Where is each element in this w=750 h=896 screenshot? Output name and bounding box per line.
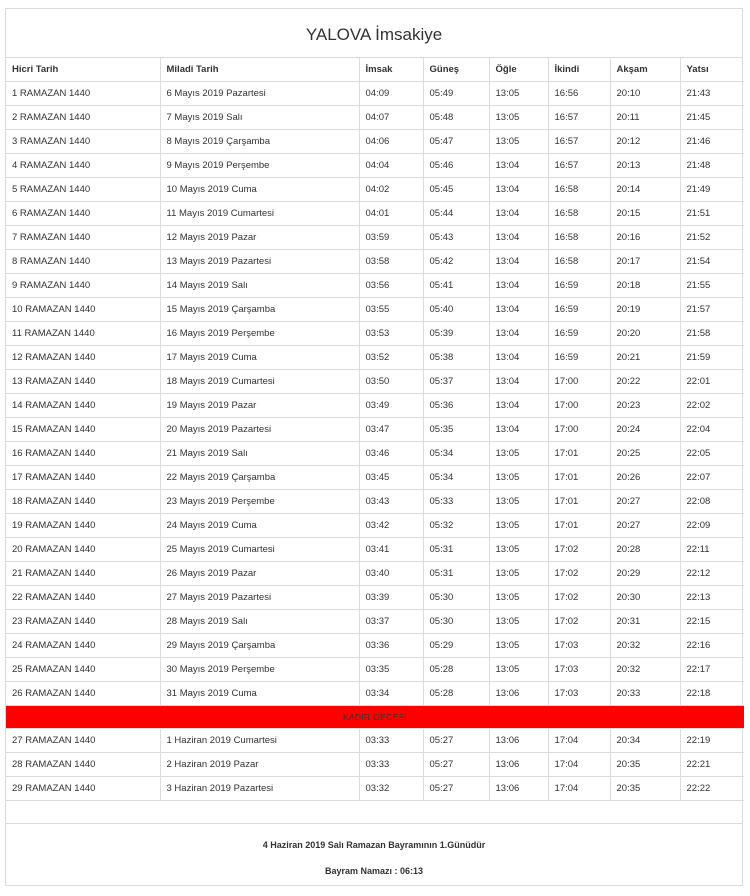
ikindi-time-cell: 17:01 — [548, 442, 610, 466]
table-row — [6, 418, 744, 442]
table-row — [6, 682, 744, 706]
table-row — [6, 610, 744, 634]
miladi-date-cell: 7 Mayıs 2019 Salı — [160, 106, 359, 130]
yatsi-time-cell: 22:02 — [680, 394, 744, 418]
aksam-time-cell: 20:20 — [610, 322, 680, 346]
aksam-time-cell: 20:21 — [610, 346, 680, 370]
table-row — [6, 394, 744, 418]
hicri-date-cell: 27 RAMAZAN 1440 — [6, 729, 160, 753]
yatsi-time-cell: 21:51 — [680, 202, 744, 226]
table-row — [6, 274, 744, 298]
yatsi-time-cell: 21:52 — [680, 226, 744, 250]
miladi-date-cell: 2 Haziran 2019 Pazar — [160, 753, 359, 777]
aksam-time-cell: 20:12 — [610, 130, 680, 154]
hicri-date-cell: 1 RAMAZAN 1440 — [6, 82, 160, 106]
miladi-date-cell: 13 Mayıs 2019 Pazartesi — [160, 250, 359, 274]
imsak-time-cell: 04:02 — [359, 178, 423, 202]
gunes-time-cell: 05:41 — [423, 274, 489, 298]
aksam-time-cell: 20:13 — [610, 154, 680, 178]
column-header-imsak-time: İmsak — [359, 58, 423, 82]
table-row — [6, 753, 744, 777]
table-row — [6, 346, 744, 370]
yatsi-time-cell: 22:16 — [680, 634, 744, 658]
table-row — [6, 370, 744, 394]
column-header-hicri-date: Hicri Tarih — [6, 58, 160, 82]
miladi-date-cell: 24 Mayıs 2019 Cuma — [160, 514, 359, 538]
ikindi-time-cell: 17:01 — [548, 490, 610, 514]
miladi-date-cell: 25 Mayıs 2019 Cumartesi — [160, 538, 359, 562]
gunes-time-cell: 05:31 — [423, 538, 489, 562]
table-row — [6, 466, 744, 490]
imsak-time-cell: 03:50 — [359, 370, 423, 394]
miladi-date-cell: 26 Mayıs 2019 Pazar — [160, 562, 359, 586]
miladi-date-cell: 18 Mayıs 2019 Cumartesi — [160, 370, 359, 394]
ogle-time-cell: 13:04 — [489, 298, 548, 322]
gunes-time-cell: 05:49 — [423, 82, 489, 106]
hicri-date-cell: 28 RAMAZAN 1440 — [6, 753, 160, 777]
hicri-date-cell: 6 RAMAZAN 1440 — [6, 202, 160, 226]
imsak-time-cell: 03:52 — [359, 346, 423, 370]
miladi-date-cell: 17 Mayıs 2019 Cuma — [160, 346, 359, 370]
ikindi-time-cell: 17:01 — [548, 514, 610, 538]
kadir-gecesi-row — [6, 706, 744, 729]
ogle-time-cell: 13:04 — [489, 226, 548, 250]
hicri-date-cell: 29 RAMAZAN 1440 — [6, 777, 160, 801]
ogle-time-cell: 13:05 — [489, 514, 548, 538]
aksam-time-cell: 20:23 — [610, 394, 680, 418]
imsak-time-cell: 03:36 — [359, 634, 423, 658]
ikindi-time-cell: 16:59 — [548, 298, 610, 322]
hicri-date-cell: 15 RAMAZAN 1440 — [6, 418, 160, 442]
aksam-time-cell: 20:29 — [610, 562, 680, 586]
yatsi-time-cell: 22:07 — [680, 466, 744, 490]
gunes-time-cell: 05:38 — [423, 346, 489, 370]
miladi-date-cell: 9 Mayıs 2019 Perşembe — [160, 154, 359, 178]
column-header-ogle-time: Öğle — [489, 58, 548, 82]
hicri-date-cell: 16 RAMAZAN 1440 — [6, 442, 160, 466]
table-row — [6, 178, 744, 202]
ikindi-time-cell: 17:04 — [548, 753, 610, 777]
imsak-time-cell: 04:09 — [359, 82, 423, 106]
imsak-time-cell: 03:32 — [359, 777, 423, 801]
aksam-time-cell: 20:27 — [610, 490, 680, 514]
imsak-time-cell: 03:42 — [359, 514, 423, 538]
ikindi-time-cell: 16:59 — [548, 274, 610, 298]
ogle-time-cell: 13:05 — [489, 610, 548, 634]
aksam-time-cell: 20:32 — [610, 658, 680, 682]
aksam-time-cell: 20:15 — [610, 202, 680, 226]
miladi-date-cell: 12 Mayıs 2019 Pazar — [160, 226, 359, 250]
ogle-time-cell: 13:06 — [489, 729, 548, 753]
imsak-time-cell: 03:59 — [359, 226, 423, 250]
gunes-time-cell: 05:27 — [423, 729, 489, 753]
aksam-time-cell: 20:35 — [610, 753, 680, 777]
aksam-time-cell: 20:11 — [610, 106, 680, 130]
yatsi-time-cell: 21:48 — [680, 154, 744, 178]
aksam-time-cell: 20:31 — [610, 610, 680, 634]
ogle-time-cell: 13:06 — [489, 753, 548, 777]
miladi-date-cell: 8 Mayıs 2019 Çarşamba — [160, 130, 359, 154]
ikindi-time-cell: 17:00 — [548, 394, 610, 418]
column-header-miladi-date: Miladi Tarih — [160, 58, 359, 82]
yatsi-time-cell: 22:12 — [680, 562, 744, 586]
miladi-date-cell: 23 Mayıs 2019 Perşembe — [160, 490, 359, 514]
ikindi-time-cell: 17:00 — [548, 370, 610, 394]
hicri-date-cell: 7 RAMAZAN 1440 — [6, 226, 160, 250]
ikindi-time-cell: 16:59 — [548, 346, 610, 370]
bayram-namazi-time: Bayram Namazı : 06:13 — [324, 866, 424, 876]
column-header-gunes-time: Güneş — [423, 58, 489, 82]
yatsi-time-cell: 21:43 — [680, 82, 744, 106]
gunes-time-cell: 05:27 — [423, 777, 489, 801]
ogle-time-cell: 13:04 — [489, 250, 548, 274]
miladi-date-cell: 16 Mayıs 2019 Perşembe — [160, 322, 359, 346]
ikindi-time-cell: 17:03 — [548, 658, 610, 682]
table-row — [6, 226, 744, 250]
aksam-time-cell: 20:25 — [610, 442, 680, 466]
gunes-time-cell: 05:43 — [423, 226, 489, 250]
gunes-time-cell: 05:45 — [423, 178, 489, 202]
aksam-time-cell: 20:32 — [610, 634, 680, 658]
imsak-time-cell: 03:33 — [359, 753, 423, 777]
imsak-time-cell: 03:45 — [359, 466, 423, 490]
table-row — [6, 538, 744, 562]
column-header-ikindi-time: İkindi — [548, 58, 610, 82]
ogle-time-cell: 13:04 — [489, 274, 548, 298]
ogle-time-cell: 13:05 — [489, 130, 548, 154]
hicri-date-cell: 23 RAMAZAN 1440 — [6, 610, 160, 634]
hicri-date-cell: 19 RAMAZAN 1440 — [6, 514, 160, 538]
imsak-time-cell: 04:07 — [359, 106, 423, 130]
column-header-yatsi-time: Yatsı — [680, 58, 744, 82]
yatsi-time-cell: 21:49 — [680, 178, 744, 202]
gunes-time-cell: 05:42 — [423, 250, 489, 274]
gunes-time-cell: 05:31 — [423, 562, 489, 586]
imsak-time-cell: 03:53 — [359, 322, 423, 346]
table-row — [6, 586, 744, 610]
gunes-time-cell: 05:28 — [423, 658, 489, 682]
imsak-time-cell: 03:35 — [359, 658, 423, 682]
miladi-date-cell: 27 Mayıs 2019 Pazartesi — [160, 586, 359, 610]
ogle-time-cell: 13:05 — [489, 538, 548, 562]
imsak-time-cell: 03:55 — [359, 298, 423, 322]
yatsi-time-cell: 22:22 — [680, 777, 744, 801]
imsak-time-cell: 03:47 — [359, 418, 423, 442]
ogle-time-cell: 13:04 — [489, 154, 548, 178]
gunes-time-cell: 05:30 — [423, 586, 489, 610]
gunes-time-cell: 05:27 — [423, 753, 489, 777]
gunes-time-cell: 05:34 — [423, 466, 489, 490]
ogle-time-cell: 13:06 — [489, 682, 548, 706]
yatsi-time-cell: 21:45 — [680, 106, 744, 130]
imsak-time-cell: 03:40 — [359, 562, 423, 586]
table-row — [6, 729, 744, 753]
miladi-date-cell: 15 Mayıs 2019 Çarşamba — [160, 298, 359, 322]
hicri-date-cell: 13 RAMAZAN 1440 — [6, 370, 160, 394]
ogle-time-cell: 13:05 — [489, 466, 548, 490]
hicri-date-cell: 22 RAMAZAN 1440 — [6, 586, 160, 610]
imsak-time-cell: 03:34 — [359, 682, 423, 706]
table-body — [6, 82, 744, 801]
ikindi-time-cell: 17:04 — [548, 729, 610, 753]
ikindi-time-cell: 17:02 — [548, 562, 610, 586]
imsak-time-cell: 03:33 — [359, 729, 423, 753]
imsak-time-cell: 04:06 — [359, 130, 423, 154]
miladi-date-cell: 31 Mayıs 2019 Cuma — [160, 682, 359, 706]
miladi-date-cell: 21 Mayıs 2019 Salı — [160, 442, 359, 466]
table-row — [6, 130, 744, 154]
yatsi-time-cell: 21:55 — [680, 274, 744, 298]
yatsi-time-cell: 22:17 — [680, 658, 744, 682]
hicri-date-cell: 5 RAMAZAN 1440 — [6, 178, 160, 202]
imsak-time-cell: 04:01 — [359, 202, 423, 226]
imsak-time-cell: 03:37 — [359, 610, 423, 634]
ogle-time-cell: 13:05 — [489, 634, 548, 658]
ogle-time-cell: 13:04 — [489, 418, 548, 442]
yatsi-time-cell: 22:01 — [680, 370, 744, 394]
bayram-note: 4 Haziran 2019 Salı Ramazan Bayramının 1.Günüdür — [262, 840, 486, 850]
gunes-time-cell: 05:37 — [423, 370, 489, 394]
gunes-time-cell: 05:35 — [423, 418, 489, 442]
hicri-date-cell: 12 RAMAZAN 1440 — [6, 346, 160, 370]
hicri-date-cell: 25 RAMAZAN 1440 — [6, 658, 160, 682]
miladi-date-cell: 11 Mayıs 2019 Cumartesi — [160, 202, 359, 226]
table-header-row — [6, 58, 744, 82]
yatsi-time-cell: 22:18 — [680, 682, 744, 706]
table-row — [6, 562, 744, 586]
miladi-date-cell: 22 Mayıs 2019 Çarşamba — [160, 466, 359, 490]
ogle-time-cell: 13:04 — [489, 346, 548, 370]
ikindi-time-cell: 16:58 — [548, 178, 610, 202]
table-row — [6, 202, 744, 226]
ikindi-time-cell: 17:02 — [548, 538, 610, 562]
gunes-time-cell: 05:39 — [423, 322, 489, 346]
imsak-time-cell: 03:41 — [359, 538, 423, 562]
aksam-time-cell: 20:22 — [610, 370, 680, 394]
aksam-time-cell: 20:14 — [610, 178, 680, 202]
gunes-time-cell: 05:48 — [423, 106, 489, 130]
aksam-time-cell: 20:16 — [610, 226, 680, 250]
miladi-date-cell: 3 Haziran 2019 Pazartesi — [160, 777, 359, 801]
miladi-date-cell: 14 Mayıs 2019 Salı — [160, 274, 359, 298]
hicri-date-cell: 11 RAMAZAN 1440 — [6, 322, 160, 346]
ikindi-time-cell: 17:03 — [548, 682, 610, 706]
ogle-time-cell: 13:05 — [489, 562, 548, 586]
ikindi-time-cell: 17:02 — [548, 586, 610, 610]
table-row — [6, 250, 744, 274]
imsakiye-panel — [5, 8, 743, 886]
ikindi-time-cell: 16:58 — [548, 250, 610, 274]
gunes-time-cell: 05:28 — [423, 682, 489, 706]
ogle-time-cell: 13:06 — [489, 777, 548, 801]
miladi-date-cell: 29 Mayıs 2019 Çarşamba — [160, 634, 359, 658]
ikindi-time-cell: 17:02 — [548, 610, 610, 634]
imsak-time-cell: 03:39 — [359, 586, 423, 610]
spacer-row — [6, 801, 742, 824]
imsak-time-cell: 03:58 — [359, 250, 423, 274]
gunes-time-cell: 05:32 — [423, 514, 489, 538]
miladi-date-cell: 10 Mayıs 2019 Cuma — [160, 178, 359, 202]
table-row — [6, 154, 744, 178]
aksam-time-cell: 20:24 — [610, 418, 680, 442]
table-row — [6, 634, 744, 658]
aksam-time-cell: 20:30 — [610, 586, 680, 610]
aksam-time-cell: 20:19 — [610, 298, 680, 322]
imsak-time-cell: 03:56 — [359, 274, 423, 298]
yatsi-time-cell: 21:54 — [680, 250, 744, 274]
yatsi-time-cell: 22:13 — [680, 586, 744, 610]
table-row — [6, 298, 744, 322]
hicri-date-cell: 18 RAMAZAN 1440 — [6, 490, 160, 514]
ikindi-time-cell: 16:57 — [548, 106, 610, 130]
aksam-time-cell: 20:33 — [610, 682, 680, 706]
miladi-date-cell: 30 Mayıs 2019 Perşembe — [160, 658, 359, 682]
hicri-date-cell: 10 RAMAZAN 1440 — [6, 298, 160, 322]
yatsi-time-cell: 22:08 — [680, 490, 744, 514]
gunes-time-cell: 05:40 — [423, 298, 489, 322]
yatsi-time-cell: 21:46 — [680, 130, 744, 154]
aksam-time-cell: 20:17 — [610, 250, 680, 274]
table-row — [6, 322, 744, 346]
miladi-date-cell: 6 Mayıs 2019 Pazartesi — [160, 82, 359, 106]
gunes-time-cell: 05:29 — [423, 634, 489, 658]
ikindi-time-cell: 16:58 — [548, 202, 610, 226]
column-header-aksam-time: Akşam — [610, 58, 680, 82]
hicri-date-cell: 20 RAMAZAN 1440 — [6, 538, 160, 562]
hicri-date-cell: 3 RAMAZAN 1440 — [6, 130, 160, 154]
imsak-time-cell: 03:49 — [359, 394, 423, 418]
table-row — [6, 777, 744, 801]
ogle-time-cell: 13:05 — [489, 586, 548, 610]
hicri-date-cell: 21 RAMAZAN 1440 — [6, 562, 160, 586]
yatsi-time-cell: 22:19 — [680, 729, 744, 753]
gunes-time-cell: 05:30 — [423, 610, 489, 634]
yatsi-time-cell: 21:58 — [680, 322, 744, 346]
imsak-time-cell: 03:46 — [359, 442, 423, 466]
imsak-time-cell: 04:04 — [359, 154, 423, 178]
aksam-time-cell: 20:27 — [610, 514, 680, 538]
ikindi-time-cell: 16:57 — [548, 154, 610, 178]
table-row — [6, 442, 744, 466]
miladi-date-cell: 20 Mayıs 2019 Pazartesi — [160, 418, 359, 442]
table-row — [6, 490, 744, 514]
ogle-time-cell: 13:05 — [489, 442, 548, 466]
imsak-time-cell: 03:43 — [359, 490, 423, 514]
aksam-time-cell: 20:10 — [610, 82, 680, 106]
aksam-time-cell: 20:18 — [610, 274, 680, 298]
aksam-time-cell: 20:34 — [610, 729, 680, 753]
yatsi-time-cell: 21:59 — [680, 346, 744, 370]
ogle-time-cell: 13:04 — [489, 322, 548, 346]
imsakiye-table — [6, 58, 744, 801]
hicri-date-cell: 26 RAMAZAN 1440 — [6, 682, 160, 706]
table-row — [6, 82, 744, 106]
aksam-time-cell: 20:26 — [610, 466, 680, 490]
ikindi-time-cell: 17:03 — [548, 634, 610, 658]
miladi-date-cell: 28 Mayıs 2019 Salı — [160, 610, 359, 634]
yatsi-time-cell: 22:05 — [680, 442, 744, 466]
ogle-time-cell: 13:04 — [489, 394, 548, 418]
hicri-date-cell: 14 RAMAZAN 1440 — [6, 394, 160, 418]
miladi-date-cell: 19 Mayıs 2019 Pazar — [160, 394, 359, 418]
hicri-date-cell: 8 RAMAZAN 1440 — [6, 250, 160, 274]
footer — [6, 834, 742, 882]
ikindi-time-cell: 16:56 — [548, 82, 610, 106]
hicri-date-cell: 4 RAMAZAN 1440 — [6, 154, 160, 178]
gunes-time-cell: 05:33 — [423, 490, 489, 514]
hicri-date-cell: 9 RAMAZAN 1440 — [6, 274, 160, 298]
ikindi-time-cell: 17:04 — [548, 777, 610, 801]
ogle-time-cell: 13:05 — [489, 82, 548, 106]
yatsi-time-cell: 22:21 — [680, 753, 744, 777]
hicri-date-cell: 17 RAMAZAN 1440 — [6, 466, 160, 490]
gunes-time-cell: 05:34 — [423, 442, 489, 466]
miladi-date-cell: 1 Haziran 2019 Cumartesi — [160, 729, 359, 753]
yatsi-time-cell: 22:04 — [680, 418, 744, 442]
kadir-gecesi-label: KADİR GECESİ — [6, 706, 744, 729]
ogle-time-cell: 13:04 — [489, 178, 548, 202]
ogle-time-cell: 13:04 — [489, 202, 548, 226]
yatsi-time-cell: 21:57 — [680, 298, 744, 322]
ogle-time-cell: 13:05 — [489, 490, 548, 514]
yatsi-time-cell: 22:15 — [680, 610, 744, 634]
aksam-time-cell: 20:35 — [610, 777, 680, 801]
yatsi-time-cell: 22:11 — [680, 538, 744, 562]
ogle-time-cell: 13:05 — [489, 106, 548, 130]
ikindi-time-cell: 16:59 — [548, 322, 610, 346]
gunes-time-cell: 05:44 — [423, 202, 489, 226]
ikindi-time-cell: 16:58 — [548, 226, 610, 250]
ogle-time-cell: 13:05 — [489, 658, 548, 682]
gunes-time-cell: 05:36 — [423, 394, 489, 418]
gunes-time-cell: 05:46 — [423, 154, 489, 178]
aksam-time-cell: 20:28 — [610, 538, 680, 562]
page-title: YALOVA İmsakiye — [6, 9, 742, 58]
gunes-time-cell: 05:47 — [423, 130, 489, 154]
ogle-time-cell: 13:04 — [489, 370, 548, 394]
ikindi-time-cell: 17:00 — [548, 418, 610, 442]
ikindi-time-cell: 16:57 — [548, 130, 610, 154]
yatsi-time-cell: 22:09 — [680, 514, 744, 538]
table-row — [6, 658, 744, 682]
table-row — [6, 514, 744, 538]
ikindi-time-cell: 17:01 — [548, 466, 610, 490]
hicri-date-cell: 24 RAMAZAN 1440 — [6, 634, 160, 658]
table-row — [6, 106, 744, 130]
hicri-date-cell: 2 RAMAZAN 1440 — [6, 106, 160, 130]
